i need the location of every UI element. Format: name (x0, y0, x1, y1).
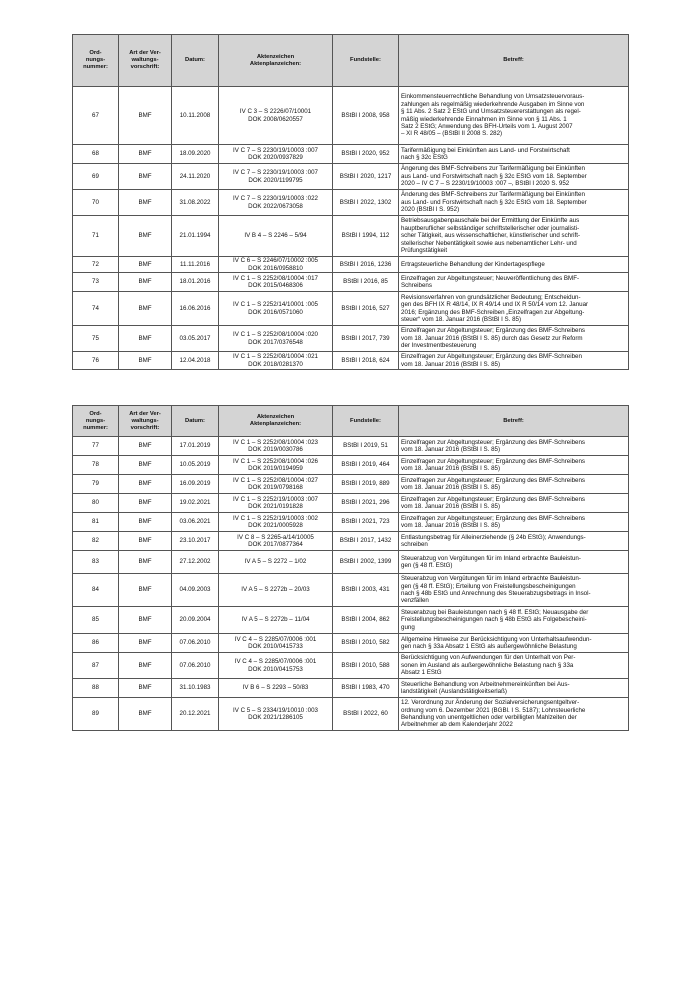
table-row (73, 257, 629, 273)
cell-az: IV A 5 – S 2272b – 20/03 (219, 574, 333, 607)
cell-datum: 10.11.2008 (172, 87, 219, 145)
cell-art: BMF (119, 494, 172, 513)
header-betreff: Betreff: (399, 406, 629, 437)
cell-az: IV A 5 – S 2272b – 11/04 (219, 607, 333, 634)
cell-fund: BStBl I 2022, 60 (333, 698, 399, 731)
cell-art: BMF (119, 551, 172, 574)
cell-datum: 20.09.2004 (172, 607, 219, 634)
cell-fund: BStBl I 2019, 464 (333, 456, 399, 475)
regulations-table-2 (72, 405, 629, 731)
cell-nr: 70 (73, 190, 119, 216)
cell-betreff: 12. Verordnung zur Änderung der Sozialversicherungsentgeltver- ordnung vom 6. Dezember 2021 (BGBl. I S. 5187); Lohnsteuerliche Behandlung von unentgeltlichen oder verbilligten Mahlzeiten der Arbeitnehmer ab dem Kalenderjahr 2022 (399, 698, 629, 731)
cell-nr: 79 (73, 475, 119, 494)
cell-az: IV C 1 – S 2252/14/10001 :005 DOK 2016/0571060 (219, 292, 333, 326)
cell-betreff: Ängerung des BMF-Schreibens zur Tarifermäßigung bei Einkünften aus Land- und Forstwirtschaft nach § 32c EStG vom 18. September 2020 – IV C 7 – S 2230/19/10003 :007 –, BStBl I 2020 S. 952 (399, 164, 629, 190)
cell-az: IV C 1 – S 2252/08/10004 :027 DOK 2019/0798168 (219, 475, 333, 494)
cell-fund: BStBl I 2008, 958 (333, 87, 399, 145)
cell-betreff: Betriebsausgabenpauschale bei der Ermittlung der Einkünfte aus hauptberuflicher selbständiger schriftstellerischer oder journalisti- scher Tätigkeit, aus wissenschaftlicher, künstlerischer und schrift- stellerischer Nebentätigkeit sowie aus nebenamtlicher Lehr- und Prüfungstätigkeit (399, 216, 629, 257)
cell-datum: 24.11.2020 (172, 164, 219, 190)
table-row (73, 513, 629, 532)
cell-betreff: Steuerabzug bei Bauleistungen nach § 48 ff. EStG; Neuausgabe der Freistellungsbescheinigungen nach § 48b EStG als Folgebescheini- gung (399, 607, 629, 634)
cell-art: BMF (119, 273, 172, 292)
table-row (73, 653, 629, 679)
cell-fund: BStBl I 2010, 588 (333, 653, 399, 679)
cell-betreff: Einzelfragen zur Abgeltungsteuer; Ergänzung des BMF-Schreibens vom 18. Januar 2016 (BStBl I S. 85) (399, 475, 629, 494)
cell-nr: 68 (73, 145, 119, 164)
cell-betreff: Revisionsverfahren von grundsätzlicher Bedeutung; Entscheidun- gen des BFH IX R 48/14, IX R 49/14 und IX R 50/14 vom 12. Januar 2016; Ergänzung des BMF-Schreiben „Einzelfragen zur Abgeltung- steuer“ vom 18. Januar 2016 (BStBl I S. 85) (399, 292, 629, 326)
cell-datum: 31.10.1983 (172, 679, 219, 698)
cell-nr: 71 (73, 216, 119, 257)
cell-nr: 67 (73, 87, 119, 145)
cell-betreff: Einzelfragen zur Abgeltungsteuer; Ergänzung des BMF-Schreibens vom 18. Januar 2016 (BStBl I S. 85) (399, 513, 629, 532)
cell-betreff: Einzelfragen zur Abgeltungsteuer; Neuveröffentlichung des BMF- Schreibens (399, 273, 629, 292)
cell-betreff: Änderung des BMF-Schreibens zur Tarifermäßigung bei Einkünften aus Land- und Forstwirtschaft nach § 32c EStG vom 18. September 2020 (BStBl I S. 952) (399, 190, 629, 216)
cell-betreff: Einzelfragen zur Abgeltungsteuer; Ergänzung des BMF-Schreibens vom 18. Januar 2016 (BStBl I S. 85) (399, 456, 629, 475)
cell-fund: BStBl I 2021, 723 (333, 513, 399, 532)
header-az: Aktenzeichen Aktenplanzeichen: (219, 406, 333, 437)
table-header (73, 406, 629, 437)
cell-nr: 84 (73, 574, 119, 607)
cell-art: BMF (119, 352, 172, 370)
cell-datum: 12.04.2018 (172, 352, 219, 370)
table-row (73, 273, 629, 292)
cell-az: IV C 8 – S 2265-a/14/10005 DOK 2017/0877364 (219, 532, 333, 551)
cell-az: IV C 7 – S 2230/19/10003 :022 DOK 2022/0673058 (219, 190, 333, 216)
cell-nr: 80 (73, 494, 119, 513)
cell-datum: 10.05.2019 (172, 456, 219, 475)
cell-betreff: Steuerliche Behandlung von Arbeitnehmereinkünften bei Aus- landstätigkeit (Auslandstätigkeitserlaß) (399, 679, 629, 698)
table-row (73, 551, 629, 574)
cell-datum: 19.02.2021 (172, 494, 219, 513)
header-betreff: Betreff: (399, 35, 629, 87)
cell-betreff: Einkommensteuerrechtliche Behandlung von Umsatzsteuervoraus- zahlungen als regelmäßig wiederkehrende Ausgaben im Sinne von § 11 Abs. 2 Satz 2 EStG und Umsatzsteuererstattungen als regel- mäßig wiederkehrende Einnahmen im Sinne von § 11 Abs. 1 Satz 2 EStG; Anwendung des BFH-Urteils vom 1. August 2007 – XI R 48/05 – (BStBl II 2008 S. 282) (399, 87, 629, 145)
cell-fund: BStBl I 2017, 739 (333, 326, 399, 352)
cell-betreff: Steuerabzug von Vergütungen für im Inland erbrachte Bauleistun- gen (§ 48 ff. EStG) (399, 551, 629, 574)
cell-fund: BStBl I 2020, 1217 (333, 164, 399, 190)
cell-fund: BStBl I 2020, 952 (333, 145, 399, 164)
cell-betreff: Einzelfragen zur Abgeltungsteuer; Ergänzung des BMF-Schreibens vom 18. Januar 2016 (BStBl I S. 85) durch das Gesetz zur Reform der Investmentbesteuerung (399, 326, 629, 352)
header-art: Art der Ver- waltungs- vorschrift: (119, 406, 172, 437)
table-row (73, 574, 629, 607)
cell-art: BMF (119, 164, 172, 190)
table-row (73, 216, 629, 257)
table-row (73, 679, 629, 698)
cell-fund: BStBl I 2022, 1302 (333, 190, 399, 216)
cell-fund: BStBl I 2016, 85 (333, 273, 399, 292)
cell-betreff: Steuerabzug von Vergütungen für im Inland erbrachte Bauleistun- gen (§ 48 ff. EStG); Erteilung von Freistellungsbescheinigungen nach § 48b EStG und Anrechnung des Steuerabzugsbetrags in Insol- venzfällen (399, 574, 629, 607)
cell-nr: 72 (73, 257, 119, 273)
cell-az: IV B 6 – S 2293 – 50/83 (219, 679, 333, 698)
cell-az: IV C 7 – S 2230/19/10003 :007 DOK 2020/1199795 (219, 164, 333, 190)
cell-fund: BStBl I 2016, 1236 (333, 257, 399, 273)
cell-az: IV C 6 – S 2246/07/10002 :005 DOK 2016/0958810 (219, 257, 333, 273)
table-row (73, 437, 629, 456)
cell-az: IV C 1 – S 2252/08/10004 :026 DOK 2019/0194959 (219, 456, 333, 475)
cell-az: IV C 1 – S 2252/08/10004 :020 DOK 2017/0376548 (219, 326, 333, 352)
cell-nr: 74 (73, 292, 119, 326)
cell-art: BMF (119, 513, 172, 532)
table-row (73, 87, 629, 145)
cell-nr: 81 (73, 513, 119, 532)
cell-datum: 27.12.2002 (172, 551, 219, 574)
cell-betreff: Berücksichtigung von Aufwendungen für den Unterhalt von Per- sonen im Ausland als außergewöhnliche Belastung nach § 33a Absatz 1 EStG (399, 653, 629, 679)
header-datum: Datum: (172, 35, 219, 87)
cell-art: BMF (119, 653, 172, 679)
cell-az: IV B 4 – S 2246 – 5/94 (219, 216, 333, 257)
cell-datum: 16.09.2019 (172, 475, 219, 494)
cell-az: IV C 1 – S 2252/08/10004 :023 DOK 2019/0030786 (219, 437, 333, 456)
table-row (73, 190, 629, 216)
cell-art: BMF (119, 607, 172, 634)
cell-art: BMF (119, 87, 172, 145)
table-row (73, 494, 629, 513)
header-nr: Ord- nungs- nummer: (73, 406, 119, 437)
cell-betreff: Allgemeine Hinweise zur Berücksichtigung von Unterhaltsaufwendun- gen nach § 33a Absatz 1 EStG als außergewöhnliche Belastung (399, 634, 629, 653)
header-az: Aktenzeichen Aktenplanzeichen: (219, 35, 333, 87)
table-row (73, 145, 629, 164)
table-row (73, 475, 629, 494)
cell-datum: 03.05.2017 (172, 326, 219, 352)
header-fund: Fundstelle: (333, 406, 399, 437)
header-nr: Ord- nungs- nummer: (73, 35, 119, 87)
cell-fund: BStBl I 2010, 582 (333, 634, 399, 653)
cell-fund: BStBl I 2002, 1399 (333, 551, 399, 574)
table-header (73, 35, 629, 87)
cell-art: BMF (119, 679, 172, 698)
cell-az: IV C 1 – S 2252/19/10003 :002 DOK 2021/0005928 (219, 513, 333, 532)
cell-art: BMF (119, 634, 172, 653)
cell-datum: 18.01.2016 (172, 273, 219, 292)
table-row (73, 532, 629, 551)
cell-fund: BStBl I 2018, 624 (333, 352, 399, 370)
cell-art: BMF (119, 475, 172, 494)
cell-datum: 17.01.2019 (172, 437, 219, 456)
cell-art: BMF (119, 216, 172, 257)
cell-betreff: Einzelfragen zur Abgeltungsteuer; Ergänzung des BMF-Schreibens vom 18. Januar 2016 (BStBl I S. 85) (399, 494, 629, 513)
header-fund: Fundstelle: (333, 35, 399, 87)
cell-datum: 18.09.2020 (172, 145, 219, 164)
cell-datum: 20.12.2021 (172, 698, 219, 731)
cell-datum: 23.10.2017 (172, 532, 219, 551)
table-row (73, 698, 629, 731)
cell-betreff: Tarifermäßigung bei Einkünften aus Land- und Forstwirtschaft nach § 32c EStG (399, 145, 629, 164)
cell-art: BMF (119, 698, 172, 731)
cell-fund: BStBl I 2004, 862 (333, 607, 399, 634)
cell-datum: 03.06.2021 (172, 513, 219, 532)
cell-az: IV C 3 – S 2226/07/10001 DOK 2008/0620557 (219, 87, 333, 145)
cell-datum: 31.08.2022 (172, 190, 219, 216)
cell-fund: BStBl I 2019, 889 (333, 475, 399, 494)
cell-az: IV C 1 – S 2252/08/10004 :021 DOK 2018/0281370 (219, 352, 333, 370)
cell-datum: 21.01.1994 (172, 216, 219, 257)
cell-nr: 85 (73, 607, 119, 634)
cell-art: BMF (119, 292, 172, 326)
cell-az: IV A 5 – S 2272 – 1/02 (219, 551, 333, 574)
cell-az: IV C 7 – S 2230/19/10003 :007 DOK 2020/0937829 (219, 145, 333, 164)
cell-betreff: Ertragsteuerliche Behandlung der Kindertagespflege (399, 257, 629, 273)
table-row (73, 607, 629, 634)
cell-betreff: Einzelfragen zur Abgeltungsteuer; Ergänzung des BMF-Schreibens vom 18. Januar 2016 (BStBl I S. 85) (399, 437, 629, 456)
header-art: Art der Ver- waltungs- vorschrift: (119, 35, 172, 87)
table-row (73, 456, 629, 475)
cell-fund: BStBl I 2003, 431 (333, 574, 399, 607)
header-datum: Datum: (172, 406, 219, 437)
cell-nr: 75 (73, 326, 119, 352)
cell-art: BMF (119, 326, 172, 352)
cell-fund: BStBl I 1994, 112 (333, 216, 399, 257)
cell-nr: 83 (73, 551, 119, 574)
cell-az: IV C 1 – S 2252/08/10004 :017 DOK 2015/0468306 (219, 273, 333, 292)
cell-nr: 89 (73, 698, 119, 731)
cell-fund: BStBl I 2017, 1432 (333, 532, 399, 551)
cell-betreff: Entlastungsbetrag für Alleinerziehende (§ 24b EStG); Anwendungs- schreiben (399, 532, 629, 551)
cell-art: BMF (119, 257, 172, 273)
cell-datum: 07.06.2010 (172, 653, 219, 679)
cell-nr: 87 (73, 653, 119, 679)
cell-art: BMF (119, 437, 172, 456)
cell-az: IV C 4 – S 2285/07/0006 :001 DOK 2010/0415733 (219, 634, 333, 653)
cell-fund: BStBl I 2019, 51 (333, 437, 399, 456)
table-row (73, 292, 629, 326)
cell-nr: 82 (73, 532, 119, 551)
cell-az: IV C 5 – S 2334/19/10010 :003 DOK 2021/1286105 (219, 698, 333, 731)
cell-art: BMF (119, 190, 172, 216)
table-row (73, 352, 629, 370)
regulations-table-1 (72, 34, 629, 370)
cell-art: BMF (119, 456, 172, 475)
cell-nr: 69 (73, 164, 119, 190)
table-row (73, 634, 629, 653)
cell-art: BMF (119, 145, 172, 164)
cell-nr: 76 (73, 352, 119, 370)
cell-nr: 86 (73, 634, 119, 653)
cell-art: BMF (119, 532, 172, 551)
cell-nr: 73 (73, 273, 119, 292)
cell-art: BMF (119, 574, 172, 607)
cell-datum: 07.06.2010 (172, 634, 219, 653)
table-row (73, 326, 629, 352)
table-row (73, 164, 629, 190)
cell-datum: 04.09.2003 (172, 574, 219, 607)
cell-fund: BStBl I 1983, 470 (333, 679, 399, 698)
cell-betreff: Einzelfragen zur Abgeltungsteuer; Ergänzung des BMF-Schreiben vom 18. Januar 2016 (BStBl I S. 85) (399, 352, 629, 370)
cell-az: IV C 1 – S 2252/19/10003 :007 DOK 2021/0191828 (219, 494, 333, 513)
cell-datum: 16.06.2016 (172, 292, 219, 326)
cell-nr: 77 (73, 437, 119, 456)
cell-fund: BStBl I 2016, 527 (333, 292, 399, 326)
cell-datum: 11.11.2016 (172, 257, 219, 273)
cell-fund: BStBl I 2021, 296 (333, 494, 399, 513)
cell-nr: 78 (73, 456, 119, 475)
cell-nr: 88 (73, 679, 119, 698)
cell-az: IV C 4 – S 2285/07/0006 :001 DOK 2010/0415753 (219, 653, 333, 679)
